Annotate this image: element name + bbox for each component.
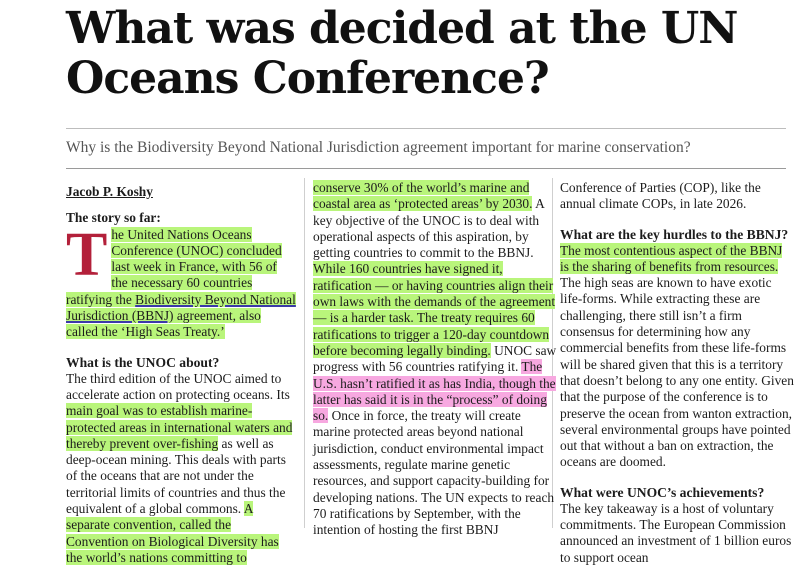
section-heading-unoc: What is the UNOC about? [66,354,220,370]
hurdles-paragraph [560,243,794,471]
body-text: as well as deep-ocean mining. This deals with parts of the oceans that are not under the territorial limits of countries and thus the equivalent of a global commons. [66,435,286,517]
article-column-2 [313,180,557,539]
byline: Jacob P. Koshy [66,184,153,199]
article-subheadline: Why is the Biodiversity Beyond National Jurisdiction agreement important for marine conservation? [66,139,691,156]
section-heading-achievements: What were UNOC’s achievements? [560,484,765,500]
subheadline-divider [66,168,786,169]
underlined-term: Biodiversity Beyond National Jurisdiction (BBNJ) [66,291,296,324]
highlight-green: While 160 countries have signed it, ratification — or having countries align their own laws with the demands of the agreement — is a harder task. The treaty requires 60 ratifications to trigger a 120-day countdown before becoming legally binding. [313,261,556,358]
body-text: UNOC saw progress with 56 countries ratifying it. [313,342,557,375]
article-headline: What was decided at the UN Oceans Conference? [66,3,738,104]
highlight-green: conserve 30% of the world’s marine and coastal area as ‘protected areas’ by 2030. [313,180,533,212]
body-text: The third edition of the UNOC aimed to accelerate action on protecting oceans. Its [66,370,290,402]
unoc-paragraph [66,371,296,566]
cop-paragraph: Conference of Parties (COP), like the annual climate COPs, in late 2026. [560,180,761,212]
body-text: Once in force, the treaty will create marine protected areas beyond national jurisdiction, conduct environmental impact assessments, regulate marine genetic resources, and support capacity-building for developing nations. The UN expects to reach 70 ratifications by September, with the intention of hosting the first BBNJ [313,408,555,538]
column-divider [304,178,305,528]
highlight-green: main goal was to establish marine-protected areas in international waters and thereby prevent over-fishing [66,403,293,451]
story-so-far-label: The story so far: [66,210,161,226]
drop-cap: T [66,220,108,289]
body-text: A key objective of the UNOC is to deal with operational aspects of this aspiration, by getting countries to commit to the BBNJ. [313,196,545,261]
highlight-green: agreement, also called the ‘High Seas Treaty.’ [66,308,261,340]
achievements-paragraph: The key takeaway is a host of voluntary commitments. The European Commission announced an investment of 1 billion euros to support ocean [560,500,792,565]
highlight-green: ratifying the [66,291,136,307]
highlight-green: he United Nations Oceans Conference (UNOC) concluded last week [111,226,282,275]
body-text: The high seas are known to have exotic life-forms. While extracting these are challenging, there still isn’t a firm consensus for determining how any commercial benefits from these life-forms will be shared given that this is a territory that doesn’t belong to any one entity. Given that the purpose of the conference is to preserve the ocean from wanton extraction, several environmental groups have pointed out that without a ban on extraction, the oceans are doomed. [560,275,794,470]
top-divider [66,128,786,129]
intro-paragraph [66,220,296,341]
bbnj-paragraph [313,180,557,539]
highlight-green: The most contentious aspect of the BBNJ is the sharing of benefits from resources. [560,242,783,274]
highlight-green: A separate convention, called the Convention on Biological Diversity has the world’s nations committing to [66,501,279,565]
highlight-pink: The U.S. hasn’t ratified it as has India, though the latter has said it is in the “process” of doing so. [313,359,556,424]
section-heading-hurdles: What are the key hurdles to the BBNJ? [560,226,789,242]
article-column-1 [66,180,296,566]
highlight-green: in France, with 56 of the necessary 60 countries [111,259,277,291]
article-column-3 [560,180,794,566]
